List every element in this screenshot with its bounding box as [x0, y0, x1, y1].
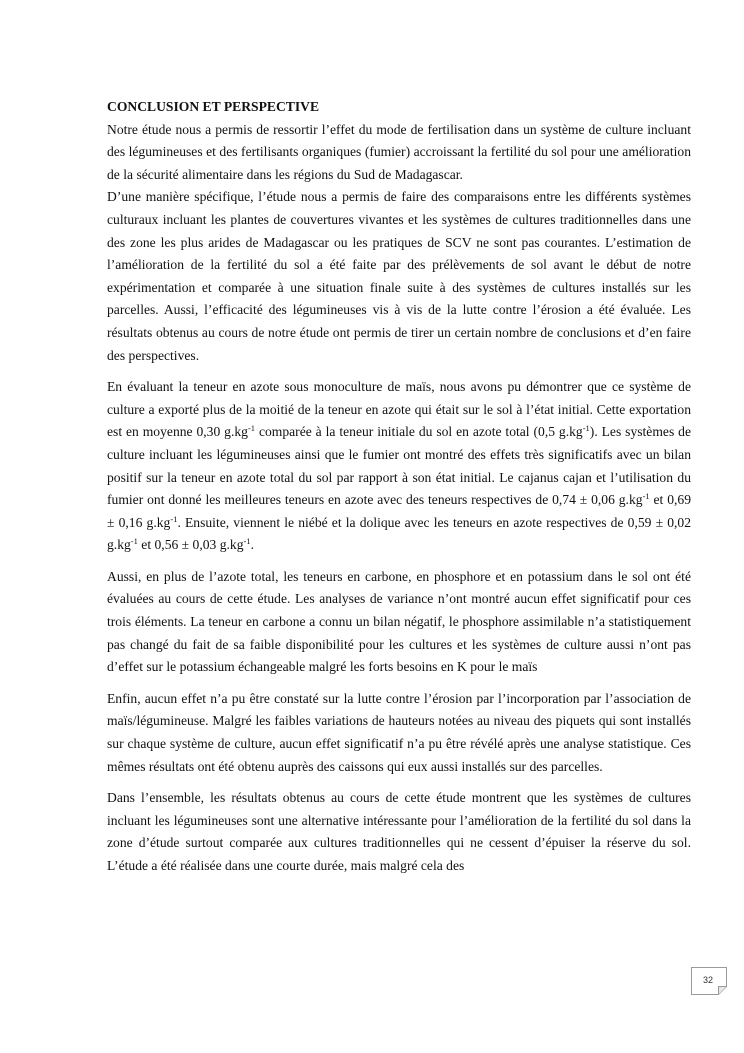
paragraph-specific: D’une manière spécifique, l’étude nous a permis de faire des comparaisons entre les différents systèmes culturaux incluant les plantes de couvertures vivantes et les systèmes de cultures traditionnelles dans une des zone les plus arides de Madagascar ou les pratiques de SCV ne sont pas courantes. L’estimation de l’amélioration de la fertilité du sol a été faite par des prélèvements de sol avant le début de notre expérimentation et comparée à une situation finale suite à des systèmes de cultures installés sur les parcelles. Aussi, l’efficacité des légumineuses vis à vis de la lutte contre l’érosion a été évaluée. Les résultats obtenus au cours de notre étude ont permis de tirer un certain nombre de conclusions et d’en faire des perspectives.	[107, 189, 691, 363]
paragraph-erosion: Enfin, aucun effet n’a pu être constaté sur la lutte contre l’érosion par l’incorporation par l’association de maïs/légumineuse. Malgré les faibles variations de hauteurs notées au niveau des piquets qui sont installés sur chaque système de culture, aucun effet significatif n’a pu être révélé après une analyse statistique. Ces mêmes résultats ont été obtenu auprès des caissons qui eux aussi installés sur des parcelles.	[107, 690, 691, 774]
paragraph-nutrients: Aussi, en plus de l’azote total, les teneurs en carbone, en phosphore et en potassium dans le sol ont été évaluées au cours de cette étude. Les analyses de variance n’ont montré aucun effet significatif pour ces trois éléments. La teneur en carbone a connu un bilan négatif, le phosphore assimilable n’a statistiquement pas changé du fait de sa faible disponibilité pour les cultures et les systèmes de culture aussi n’ont pas d’effet sur le potassium échangeable malgré les forts besoins en K pour le maïs	[107, 568, 691, 675]
page-number-box	[691, 967, 727, 995]
paragraph-overall: Dans l’ensemble, les résultats obtenus au cours de cette étude montrent que les systèmes de cultures incluant les légumineuses sont une alternative intéressante pour l’amélioration de la fertilité du sol dans la zone d’étude surtout comparée aux cultures traditionnelles qui ne cessent d’épuiser la réserve du sol. L’étude a été réalisée dans une courte durée, mais malgré cela des	[107, 790, 691, 873]
text-run: ). Les systèmes de culture incluant les légumineuses ainsi que le fumier ont montré des effets très significatifs avec un bilan positif sur la teneur en azote total du sol par rapport à son état initial. Le cajanus cajan et l’utilisation du fumier ont donné les meilleures teneurs en azote avec des teneurs respectives de 0,74 ± 0,06 g.kg	[107, 424, 691, 508]
paragraph-nitrogen	[107, 376, 691, 557]
superscript: -1	[130, 536, 138, 547]
text-run: . Ensuite, viennent le niébé et la dolique avec les teneurs en azote respectives de 0,59 ± 0,02 g.kg	[107, 514, 691, 553]
paragraph-intro: Notre étude nous a permis de ressortir l’effet du mode de fertilisation dans un système de culture incluant des légumineuses et des fertilisants organiques (fumier) accroissant la fertilité du sol pour une amélioration de la sécurité alimentaire dans les régions du Sud de Madagascar.	[107, 121, 691, 182]
document-body	[107, 96, 691, 878]
text-run: En évaluant la teneur en azote sous monoculture de maïs, nous avons pu démontrer que ce système de culture a exporté plus de la moitié de la teneur en azote qui était sur le sol à l’état initial. Cette exportation est en moyenne 0,30 g.kg	[107, 379, 691, 440]
text-run: et 0,56 ± 0,03 g.kg	[137, 537, 244, 553]
superscript: -1	[582, 423, 590, 434]
superscript: -1	[243, 536, 251, 547]
text-run: et 0,69 ± 0,16 g.kg	[107, 492, 691, 530]
superscript: -1	[170, 513, 178, 524]
superscript: -1	[642, 491, 650, 502]
section-heading: CONCLUSION ET PERSPECTIVE	[107, 99, 320, 114]
text-run: comparée à la teneur initiale du sol en azote total (0,5 g.kg	[255, 424, 583, 440]
text-run: .	[250, 537, 255, 553]
page-number: 32	[702, 975, 713, 985]
superscript: -1	[247, 423, 256, 434]
